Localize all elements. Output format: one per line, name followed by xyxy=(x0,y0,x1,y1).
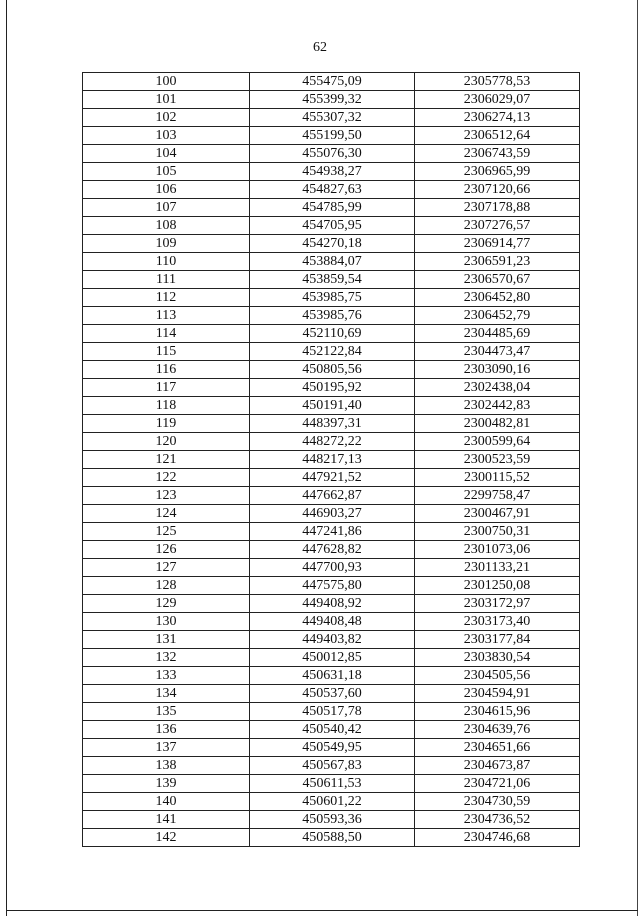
x-coordinate-cell: 447628,82 xyxy=(250,541,415,559)
point-number-cell: 124 xyxy=(83,505,250,523)
y-coordinate-cell: 2304505,56 xyxy=(415,667,580,685)
point-number-cell: 132 xyxy=(83,649,250,667)
y-coordinate-cell: 2299758,47 xyxy=(415,487,580,505)
y-coordinate-cell: 2304594,91 xyxy=(415,685,580,703)
y-coordinate-cell: 2305778,53 xyxy=(415,73,580,91)
y-coordinate-cell: 2301250,08 xyxy=(415,577,580,595)
x-coordinate-cell: 454938,27 xyxy=(250,163,415,181)
x-coordinate-cell: 446903,27 xyxy=(250,505,415,523)
point-number-cell: 107 xyxy=(83,199,250,217)
table-row xyxy=(83,199,580,217)
point-number-cell: 114 xyxy=(83,325,250,343)
point-number-cell: 123 xyxy=(83,487,250,505)
x-coordinate-cell: 454705,95 xyxy=(250,217,415,235)
point-number-cell: 106 xyxy=(83,181,250,199)
table-row xyxy=(83,109,580,127)
point-number-cell: 129 xyxy=(83,595,250,613)
x-coordinate-cell: 447662,87 xyxy=(250,487,415,505)
point-number-cell: 133 xyxy=(83,667,250,685)
table-row xyxy=(83,217,580,235)
x-coordinate-cell: 452110,69 xyxy=(250,325,415,343)
point-number-cell: 136 xyxy=(83,721,250,739)
x-coordinate-cell: 450588,50 xyxy=(250,829,415,847)
point-number-cell: 140 xyxy=(83,793,250,811)
y-coordinate-cell: 2307120,66 xyxy=(415,181,580,199)
y-coordinate-cell: 2303177,84 xyxy=(415,631,580,649)
table-row xyxy=(83,595,580,613)
y-coordinate-cell: 2304721,06 xyxy=(415,775,580,793)
x-coordinate-cell: 450012,85 xyxy=(250,649,415,667)
y-coordinate-cell: 2306743,59 xyxy=(415,145,580,163)
x-coordinate-cell: 450631,18 xyxy=(250,667,415,685)
table-row xyxy=(83,613,580,631)
point-number-cell: 102 xyxy=(83,109,250,127)
x-coordinate-cell: 450195,92 xyxy=(250,379,415,397)
point-number-cell: 138 xyxy=(83,757,250,775)
table-row xyxy=(83,145,580,163)
y-coordinate-cell: 2304730,59 xyxy=(415,793,580,811)
table-row xyxy=(83,721,580,739)
x-coordinate-cell: 450593,36 xyxy=(250,811,415,829)
table-row xyxy=(83,73,580,91)
y-coordinate-cell: 2301073,06 xyxy=(415,541,580,559)
point-number-cell: 135 xyxy=(83,703,250,721)
table-row xyxy=(83,793,580,811)
y-coordinate-cell: 2304651,66 xyxy=(415,739,580,757)
point-number-cell: 105 xyxy=(83,163,250,181)
y-coordinate-cell: 2306570,67 xyxy=(415,271,580,289)
table-row xyxy=(83,541,580,559)
x-coordinate-cell: 455199,50 xyxy=(250,127,415,145)
y-coordinate-cell: 2306965,99 xyxy=(415,163,580,181)
y-coordinate-cell: 2306029,07 xyxy=(415,91,580,109)
table-row xyxy=(83,469,580,487)
table-row xyxy=(83,163,580,181)
x-coordinate-cell: 453859,54 xyxy=(250,271,415,289)
y-coordinate-cell: 2304485,69 xyxy=(415,325,580,343)
table-row xyxy=(83,685,580,703)
table-row xyxy=(83,289,580,307)
page-edge-bottom xyxy=(6,910,638,911)
y-coordinate-cell: 2304615,96 xyxy=(415,703,580,721)
point-number-cell: 128 xyxy=(83,577,250,595)
x-coordinate-cell: 448397,31 xyxy=(250,415,415,433)
point-number-cell: 116 xyxy=(83,361,250,379)
y-coordinate-cell: 2306274,13 xyxy=(415,109,580,127)
x-coordinate-cell: 450517,78 xyxy=(250,703,415,721)
y-coordinate-cell: 2304673,87 xyxy=(415,757,580,775)
x-coordinate-cell: 447241,86 xyxy=(250,523,415,541)
x-coordinate-cell: 453985,76 xyxy=(250,307,415,325)
table-row xyxy=(83,577,580,595)
y-coordinate-cell: 2304639,76 xyxy=(415,721,580,739)
table-row xyxy=(83,505,580,523)
x-coordinate-cell: 450601,22 xyxy=(250,793,415,811)
y-coordinate-cell: 2302442,83 xyxy=(415,397,580,415)
table-row xyxy=(83,253,580,271)
x-coordinate-cell: 450611,53 xyxy=(250,775,415,793)
x-coordinate-cell: 452122,84 xyxy=(250,343,415,361)
point-number-cell: 100 xyxy=(83,73,250,91)
table-row xyxy=(83,739,580,757)
y-coordinate-cell: 2307276,57 xyxy=(415,217,580,235)
table-row xyxy=(83,451,580,469)
point-number-cell: 134 xyxy=(83,685,250,703)
table-row xyxy=(83,775,580,793)
page-edge-left xyxy=(6,0,7,916)
point-number-cell: 103 xyxy=(83,127,250,145)
point-number-cell: 118 xyxy=(83,397,250,415)
point-number-cell: 112 xyxy=(83,289,250,307)
point-number-cell: 101 xyxy=(83,91,250,109)
x-coordinate-cell: 455307,32 xyxy=(250,109,415,127)
table-row xyxy=(83,127,580,145)
y-coordinate-cell: 2302438,04 xyxy=(415,379,580,397)
table-row xyxy=(83,631,580,649)
point-number-cell: 111 xyxy=(83,271,250,289)
x-coordinate-cell: 450549,95 xyxy=(250,739,415,757)
point-number-cell: 127 xyxy=(83,559,250,577)
y-coordinate-cell: 2306914,77 xyxy=(415,235,580,253)
table-row xyxy=(83,757,580,775)
x-coordinate-cell: 449408,48 xyxy=(250,613,415,631)
y-coordinate-cell: 2306452,80 xyxy=(415,289,580,307)
point-number-cell: 126 xyxy=(83,541,250,559)
x-coordinate-cell: 454827,63 xyxy=(250,181,415,199)
x-coordinate-cell: 447700,93 xyxy=(250,559,415,577)
coordinates-table xyxy=(82,72,580,847)
page-number: 62 xyxy=(313,40,327,55)
table-row xyxy=(83,379,580,397)
table-row xyxy=(83,397,580,415)
y-coordinate-cell: 2306591,23 xyxy=(415,253,580,271)
x-coordinate-cell: 455076,30 xyxy=(250,145,415,163)
x-coordinate-cell: 455475,09 xyxy=(250,73,415,91)
x-coordinate-cell: 453985,75 xyxy=(250,289,415,307)
table-row xyxy=(83,667,580,685)
x-coordinate-cell: 448272,22 xyxy=(250,433,415,451)
table-row xyxy=(83,433,580,451)
x-coordinate-cell: 455399,32 xyxy=(250,91,415,109)
y-coordinate-cell: 2300467,91 xyxy=(415,505,580,523)
x-coordinate-cell: 449403,82 xyxy=(250,631,415,649)
table-row xyxy=(83,829,580,847)
point-number-cell: 110 xyxy=(83,253,250,271)
y-coordinate-cell: 2300750,31 xyxy=(415,523,580,541)
point-number-cell: 125 xyxy=(83,523,250,541)
table-row xyxy=(83,415,580,433)
x-coordinate-cell: 453884,07 xyxy=(250,253,415,271)
point-number-cell: 121 xyxy=(83,451,250,469)
y-coordinate-cell: 2300523,59 xyxy=(415,451,580,469)
y-coordinate-cell: 2304473,47 xyxy=(415,343,580,361)
table-row xyxy=(83,523,580,541)
y-coordinate-cell: 2300482,81 xyxy=(415,415,580,433)
table-row xyxy=(83,487,580,505)
table-row xyxy=(83,361,580,379)
table-row xyxy=(83,649,580,667)
x-coordinate-cell: 454785,99 xyxy=(250,199,415,217)
point-number-cell: 131 xyxy=(83,631,250,649)
table-row xyxy=(83,91,580,109)
point-number-cell: 113 xyxy=(83,307,250,325)
y-coordinate-cell: 2304746,68 xyxy=(415,829,580,847)
point-number-cell: 104 xyxy=(83,145,250,163)
table-row xyxy=(83,325,580,343)
table-row xyxy=(83,343,580,361)
x-coordinate-cell: 447575,80 xyxy=(250,577,415,595)
x-coordinate-cell: 450540,42 xyxy=(250,721,415,739)
point-number-cell: 142 xyxy=(83,829,250,847)
point-number-cell: 117 xyxy=(83,379,250,397)
table-row xyxy=(83,811,580,829)
x-coordinate-cell: 447921,52 xyxy=(250,469,415,487)
y-coordinate-cell: 2301133,21 xyxy=(415,559,580,577)
x-coordinate-cell: 449408,92 xyxy=(250,595,415,613)
y-coordinate-cell: 2303090,16 xyxy=(415,361,580,379)
point-number-cell: 122 xyxy=(83,469,250,487)
table-row xyxy=(83,235,580,253)
y-coordinate-cell: 2300115,52 xyxy=(415,469,580,487)
table-row xyxy=(83,271,580,289)
y-coordinate-cell: 2300599,64 xyxy=(415,433,580,451)
point-number-cell: 119 xyxy=(83,415,250,433)
point-number-cell: 141 xyxy=(83,811,250,829)
table-row xyxy=(83,307,580,325)
x-coordinate-cell: 454270,18 xyxy=(250,235,415,253)
point-number-cell: 137 xyxy=(83,739,250,757)
x-coordinate-cell: 450191,40 xyxy=(250,397,415,415)
point-number-cell: 115 xyxy=(83,343,250,361)
x-coordinate-cell: 450805,56 xyxy=(250,361,415,379)
x-coordinate-cell: 448217,13 xyxy=(250,451,415,469)
table-row xyxy=(83,703,580,721)
y-coordinate-cell: 2303830,54 xyxy=(415,649,580,667)
table-row xyxy=(83,559,580,577)
y-coordinate-cell: 2304736,52 xyxy=(415,811,580,829)
y-coordinate-cell: 2306512,64 xyxy=(415,127,580,145)
point-number-cell: 120 xyxy=(83,433,250,451)
page-edge-right xyxy=(637,0,638,916)
y-coordinate-cell: 2303172,97 xyxy=(415,595,580,613)
coordinates-table-body xyxy=(83,73,580,847)
point-number-cell: 108 xyxy=(83,217,250,235)
table-row xyxy=(83,181,580,199)
point-number-cell: 130 xyxy=(83,613,250,631)
point-number-cell: 109 xyxy=(83,235,250,253)
y-coordinate-cell: 2303173,40 xyxy=(415,613,580,631)
y-coordinate-cell: 2306452,79 xyxy=(415,307,580,325)
x-coordinate-cell: 450567,83 xyxy=(250,757,415,775)
x-coordinate-cell: 450537,60 xyxy=(250,685,415,703)
y-coordinate-cell: 2307178,88 xyxy=(415,199,580,217)
point-number-cell: 139 xyxy=(83,775,250,793)
